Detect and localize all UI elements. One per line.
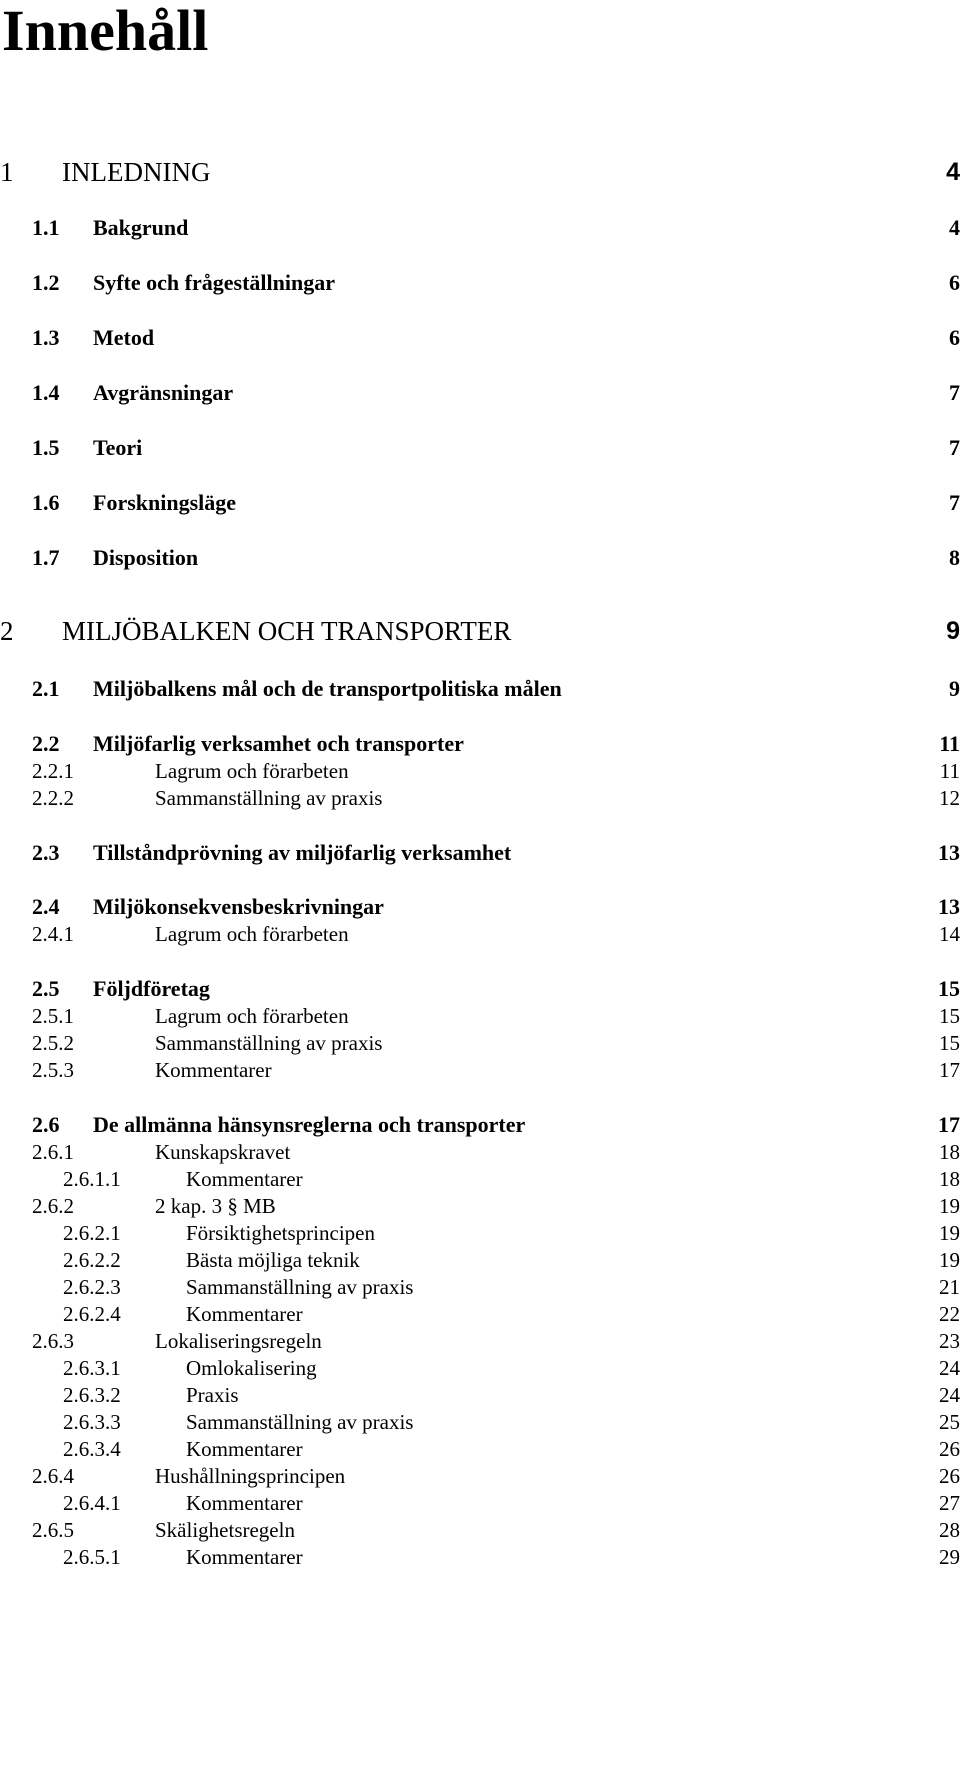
toc-entry-page: 8 (949, 545, 960, 570)
toc-entry-label: Bakgrund (93, 215, 189, 240)
toc-entry-number: 2.6.4.1 (63, 1491, 121, 1515)
toc-entry-page: 7 (949, 490, 960, 515)
toc-entry-number: 1.7 (32, 545, 60, 570)
toc-entry-number: 1.4 (32, 380, 60, 405)
toc-entry[interactable] (0, 671, 960, 707)
toc-entry-label: Miljöfarlig verksamhet och transporter (93, 731, 464, 756)
toc-entry-page: 19 (939, 1248, 960, 1272)
toc-entry-label: Kommentarer (186, 1545, 303, 1569)
toc-entry-number: 1.5 (32, 435, 60, 460)
toc-entry-page: 27 (939, 1491, 960, 1515)
toc-entry[interactable] (0, 1539, 960, 1575)
toc-entry-number: 2.6.4 (32, 1464, 74, 1488)
toc-entry-label: Lagrum och förarbeten (155, 1004, 349, 1028)
toc-entry-label: 2 kap. 3 § MB (155, 1194, 276, 1218)
toc-entry-number: 2.4.1 (32, 922, 74, 946)
toc-entry-page: 12 (939, 786, 960, 810)
toc-entry-number: 2 (0, 616, 14, 646)
toc-entry-page: 17 (938, 1112, 960, 1137)
toc-entry-label: Praxis (186, 1383, 239, 1407)
toc-entry-label: Kommentarer (186, 1437, 303, 1461)
toc-entry-page: 15 (939, 1031, 960, 1055)
toc-entry-number: 2.6.2 (32, 1194, 74, 1218)
toc-entry-number: 2.6.3.2 (63, 1383, 121, 1407)
toc-entry-number: 1.2 (32, 270, 60, 295)
toc-entry-number: 2.1 (32, 676, 60, 701)
toc-entry-label: Försiktighetsprincipen (186, 1221, 375, 1245)
toc-entry-page: 4 (949, 215, 960, 240)
toc-entry-number: 1.1 (32, 215, 60, 240)
toc-entry-number: 2.6.2.3 (63, 1275, 121, 1299)
toc-entry-label: Syfte och frågeställningar (93, 270, 335, 295)
toc-entry-page: 6 (949, 270, 960, 295)
toc-entry-number: 2.6 (32, 1112, 60, 1137)
toc-entry-number: 2.6.1 (32, 1140, 74, 1164)
toc-entry-page: 19 (939, 1194, 960, 1218)
toc-entry-page: 25 (939, 1410, 960, 1434)
toc-entry-page: 11 (939, 759, 960, 783)
toc-entry-label: Forskningsläge (93, 490, 237, 515)
toc-entry-number: 1 (0, 157, 14, 187)
toc-entry-page: 26 (939, 1464, 960, 1488)
toc-entry-label: Kunskapskravet (155, 1140, 291, 1164)
toc-entry-label: Metod (93, 325, 155, 350)
toc-entry-label: Sammanställning av praxis (186, 1275, 414, 1299)
toc-entry-page: 15 (939, 1004, 960, 1028)
toc-entry-label: Lagrum och förarbeten (155, 922, 349, 946)
toc-entry[interactable] (0, 1052, 960, 1088)
toc-entry[interactable] (0, 430, 960, 466)
toc-entry-number: 1.6 (32, 490, 60, 515)
toc-entry-number: 2.5.1 (32, 1004, 74, 1028)
toc-entry-label: De allmänna hänsynsreglerna och transporter (93, 1112, 526, 1137)
toc-entry-label: Kommentarer (186, 1167, 303, 1191)
toc-entry-number: 2.6.1.1 (63, 1167, 121, 1191)
toc-entry-label: Sammanställning av praxis (155, 1031, 383, 1055)
toc-entry-number: 2.5 (32, 976, 60, 1001)
toc-entry-label: Miljöbalkens mål och de transportpolitiska målen (93, 676, 562, 701)
toc-entry-page: 29 (939, 1545, 960, 1569)
toc-entry-label: Bästa möjliga teknik (186, 1248, 360, 1272)
toc-entry[interactable] (0, 485, 960, 521)
toc-entry-page: 4 (946, 158, 960, 186)
toc-entry-number: 2.6.5.1 (63, 1545, 121, 1569)
toc-entry-page: 18 (939, 1167, 960, 1191)
toc-entry-number: 2.5.3 (32, 1058, 74, 1082)
toc-entry-number: 2.6.3.1 (63, 1356, 121, 1380)
toc-entry-label: Teori (93, 435, 143, 460)
toc-entry-page: 9 (946, 617, 960, 645)
toc-entry-label: Lokaliseringsregeln (155, 1329, 322, 1353)
toc-entry-label: Avgränsningar (93, 380, 234, 405)
toc-entry-label: Kommentarer (155, 1058, 272, 1082)
toc-entry-label: Kommentarer (186, 1491, 303, 1515)
toc-entry-label: INLEDNING (62, 157, 211, 187)
toc-entry[interactable] (0, 375, 960, 411)
toc-entry[interactable] (0, 210, 960, 246)
toc-entry-page: 11 (939, 731, 960, 756)
toc-entry-label: Disposition (93, 545, 199, 570)
toc-entry[interactable] (0, 265, 960, 301)
toc-entry-page: 24 (939, 1383, 960, 1407)
toc-entry[interactable] (0, 320, 960, 356)
toc-entry-page: 19 (939, 1221, 960, 1245)
toc-entry-page: 26 (939, 1437, 960, 1461)
toc-entry-page: 17 (939, 1058, 960, 1082)
toc-entry-number: 1.3 (32, 325, 60, 350)
toc-entry-label: Sammanställning av praxis (186, 1410, 414, 1434)
toc-entry-number: 2.6.2.2 (63, 1248, 121, 1272)
toc-entry-label: Skälighetsregeln (155, 1518, 295, 1542)
toc-entry[interactable] (0, 613, 960, 649)
toc-entry-page: 28 (939, 1518, 960, 1542)
toc-entry[interactable] (0, 835, 960, 871)
toc-entry-page: 13 (938, 894, 960, 919)
toc-entry-number: 2.6.2.1 (63, 1221, 121, 1245)
toc-entry-number: 2.2.1 (32, 759, 74, 783)
toc-entry-number: 2.6.3.4 (63, 1437, 121, 1461)
toc-entry[interactable] (0, 154, 960, 190)
toc-entry-number: 2.2.2 (32, 786, 74, 810)
toc-entry-number: 2.2 (32, 731, 60, 756)
toc-entry-page: 13 (938, 840, 960, 865)
toc-entry-page: 6 (949, 325, 960, 350)
toc-entry-number: 2.3 (32, 840, 60, 865)
toc-entry-label: Miljökonsekvensbeskrivningar (93, 894, 384, 919)
toc-entry[interactable] (0, 780, 960, 816)
toc-entry-label: Sammanställning av praxis (155, 786, 383, 810)
toc-entry-number: 2.6.5 (32, 1518, 74, 1542)
toc-entry-page: 24 (939, 1356, 960, 1380)
toc-entry-page: 7 (949, 435, 960, 460)
toc-entry-number: 2.6.2.4 (63, 1302, 121, 1326)
toc-entry-label: MILJÖBALKEN OCH TRANSPORTER (62, 616, 512, 646)
toc-entry-page: 7 (949, 380, 960, 405)
toc-entry-page: 21 (939, 1275, 960, 1299)
toc-entry-page: 23 (939, 1329, 960, 1353)
toc-entry[interactable] (0, 540, 960, 576)
toc-entry-label: Hushållningsprincipen (155, 1464, 346, 1488)
toc-entry-page: 22 (939, 1302, 960, 1326)
toc-entry-label: Följdföretag (93, 976, 210, 1001)
toc-entry-page: 9 (949, 676, 960, 701)
toc-entry-number: 2.6.3 (32, 1329, 74, 1353)
toc-entry-page: 18 (939, 1140, 960, 1164)
toc-entry-label: Omlokalisering (186, 1356, 317, 1380)
page-title: Innehåll (2, 0, 209, 63)
toc-entry-label: Lagrum och förarbeten (155, 759, 349, 783)
toc-entry[interactable] (0, 916, 960, 952)
toc-entry-number: 2.6.3.3 (63, 1410, 121, 1434)
toc-entry-number: 2.4 (32, 894, 60, 919)
toc-entry-label: Tillståndprövning av miljöfarlig verksamhet (93, 840, 512, 865)
toc-entry-label: Kommentarer (186, 1302, 303, 1326)
toc-entry-page: 15 (938, 976, 960, 1001)
toc-entry-page: 14 (939, 922, 960, 946)
toc-entry-number: 2.5.2 (32, 1031, 74, 1055)
